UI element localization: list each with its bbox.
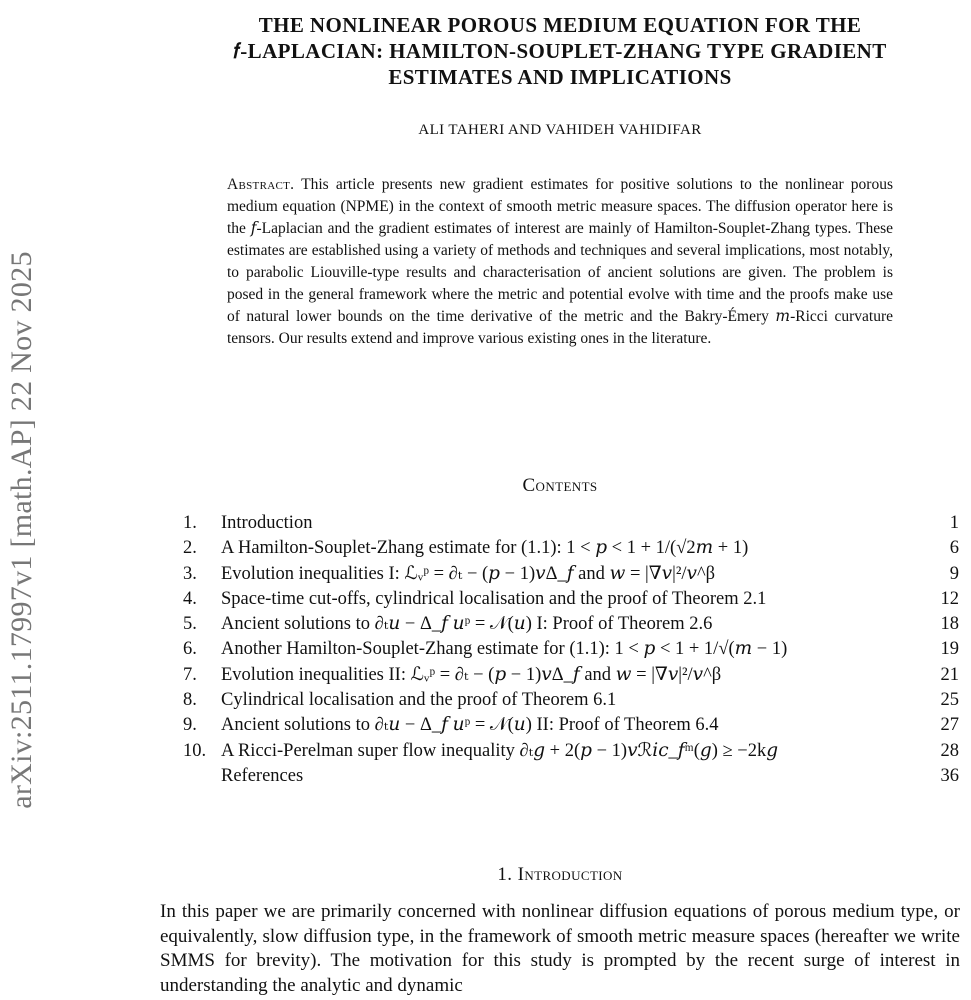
- toc-entry[interactable]: [183, 612, 959, 637]
- toc-entry-title: References: [221, 765, 304, 786]
- abstract-label: Abstract.: [227, 176, 295, 193]
- toc-entry-page: 18: [940, 614, 959, 635]
- title-line: ESTIMATES AND IMPLICATIONS: [388, 65, 732, 89]
- title-line: 𝑓-LAPLACIAN: HAMILTON-SOUPLET-ZHANG TYPE GRADIENT: [233, 39, 887, 63]
- toc-entry[interactable]: [183, 562, 959, 587]
- toc-entry-page: 9: [949, 563, 959, 584]
- abstract-text: This article presents new gradient estimates for positive solutions to the nonlinear porous medium equation (NPME) in the context of smooth metric measure spaces. The diffusion operator here is the 𝑓-Laplacian and the gradient estimates of interest are mainly of Hamilton-Souplet-Zhang types. These estimates are established using a variety of methods and techniques and several implications, most notably, to parabolic Liouville-type results and characterisation of ancient solutions are given. The problem is posed in the general framework where the metric and potential evolve with time and the proofs make use of natural lower bounds on the time derivative of the metric and the Bakry-Émery 𝑚-Ricci curvature tensors. Our results extend and improve various existing ones in the literature.: [227, 176, 893, 347]
- toc-entry-number: 7.: [183, 664, 197, 685]
- toc-entry[interactable]: [183, 688, 959, 713]
- toc-entry-title: Another Hamilton-Souplet-Zhang estimate for (1.1): 1 < 𝑝 < 1 + 1/√(𝑚 − 1): [221, 639, 788, 660]
- paper-title: [160, 12, 960, 90]
- arxiv-identifier-text: arXiv:2511.17997v1 [math.AP] 22 Nov 2025: [5, 251, 39, 809]
- section-heading: 1. Introduction: [497, 864, 623, 885]
- toc-entry-title: Ancient solutions to ∂ₜ𝑢 − Δ_𝑓 𝑢ᵖ = 𝒩(𝑢) I: Proof of Theorem 2.6: [221, 614, 713, 635]
- toc-entry-page: 12: [940, 588, 959, 609]
- toc-entry-page: 19: [940, 639, 959, 660]
- toc-entry-title: A Hamilton-Souplet-Zhang estimate for (1.1): 1 < 𝑝 < 1 + 1/(√2𝑚 + 1): [221, 538, 749, 559]
- toc-entry-title: Cylindrical localisation and the proof of Theorem 6.1: [221, 690, 617, 711]
- toc-entry-title: Evolution inequalities I: ℒᵥᵖ = ∂ₜ − (𝑝 − 1)𝑣Δ_𝑓 and 𝑤 = |∇𝑣|²/𝑣^β: [221, 563, 716, 584]
- toc-entry[interactable]: [183, 739, 959, 764]
- toc-entry-title: Ancient solutions to ∂ₜ𝑢 − Δ_𝑓 𝑢ᵖ = 𝒩(𝑢) II: Proof of Theorem 6.4: [221, 715, 719, 736]
- contents-heading: Contents: [522, 475, 598, 496]
- toc-entry-title: Introduction: [221, 513, 313, 533]
- toc-entry[interactable]: [183, 536, 959, 561]
- toc-entry-number: 3.: [183, 563, 197, 584]
- toc-entry-page: 1: [949, 513, 959, 533]
- toc-entry-number: 10.: [183, 740, 207, 761]
- toc-entry[interactable]: [183, 511, 959, 536]
- arxiv-identifier: [0, 190, 44, 870]
- toc-entry-title: Evolution inequalities II: ℒᵥᵖ = ∂ₜ − (𝑝 − 1)𝑣Δ_𝑓 and 𝑤 = |∇𝑣|²/𝑣^β: [221, 664, 722, 685]
- toc-entry-number: 1.: [183, 513, 197, 533]
- toc-entry-page: 21: [940, 664, 959, 685]
- toc-entry-title: Space-time cut-offs, cylindrical localisation and the proof of Theorem 2.1: [221, 588, 767, 609]
- toc-entry[interactable]: [183, 764, 959, 789]
- toc-entry-number: 6.: [183, 639, 197, 660]
- toc-entry[interactable]: [183, 663, 959, 688]
- toc-entry-number: 5.: [183, 614, 197, 635]
- table-of-contents: [183, 511, 959, 789]
- toc-entry-page: 36: [940, 765, 959, 786]
- title-line: THE NONLINEAR POROUS MEDIUM EQUATION FOR THE: [258, 13, 862, 37]
- toc-entry-number: 4.: [183, 588, 197, 609]
- toc-entry-number: [183, 764, 221, 789]
- toc-entry-page: 6: [949, 538, 959, 559]
- toc-entry-number: 2.: [183, 538, 197, 559]
- toc-entry-number: 8.: [183, 690, 197, 711]
- abstract: [227, 174, 893, 350]
- toc-entry-number: 9.: [183, 715, 197, 736]
- toc-entry-title: A Ricci-Perelman super flow inequality ∂ₜ𝑔 + 2(𝑝 − 1)𝑣ℛ𝑖𝑐_𝑓ᵐ(𝑔) ≥ −2k𝑔: [221, 740, 779, 761]
- toc-entry[interactable]: [183, 713, 959, 738]
- authors: ALI TAHERI AND VAHIDEH VAHIDIFAR: [418, 122, 702, 138]
- toc-entry[interactable]: [183, 637, 959, 662]
- toc-entry[interactable]: [183, 587, 959, 612]
- toc-entry-page: 28: [940, 740, 959, 761]
- toc-entry-page: 25: [940, 690, 959, 711]
- toc-entry-page: 27: [940, 715, 959, 736]
- intro-paragraph: In this paper we are primarily concerned with nonlinear diffusion equations of porous medium type, or equivalently, slow diffusion type, in the framework of smooth metric measure spaces (hereafter we write SMMS for brevity). The motivation for this study is prompted by the recent surge of interest in understanding the analytic and dynamic: [160, 901, 960, 996]
